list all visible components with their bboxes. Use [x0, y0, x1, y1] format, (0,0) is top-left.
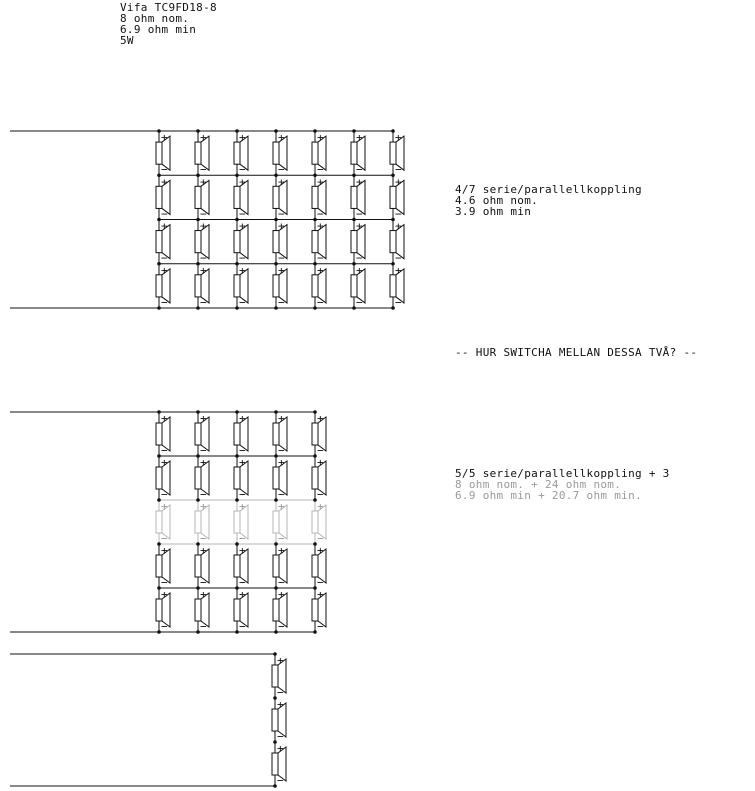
minus-sign: −: [161, 295, 168, 309]
speaker-arrays: [10, 129, 404, 788]
speaker-symbol: [234, 456, 248, 501]
speaker-symbol: [156, 131, 170, 176]
plus-sign: +: [239, 219, 246, 233]
junction-dot: [352, 218, 356, 222]
junction-dot: [313, 630, 317, 634]
minus-sign: −: [239, 532, 246, 545]
plus-sign: +: [395, 219, 402, 233]
minus-sign: −: [395, 207, 402, 221]
plus-sign: +: [200, 175, 207, 189]
junction-dot: [313, 498, 317, 502]
plus-sign: +: [356, 175, 363, 189]
minus-sign: −: [395, 163, 402, 177]
junction-dot: [274, 410, 278, 414]
junction-dot: [196, 306, 200, 310]
plus-sign: +: [200, 544, 207, 557]
plus-sign: +: [356, 219, 363, 233]
plus-sign: +: [278, 219, 285, 233]
plus-sign: +: [239, 588, 246, 601]
speaker-symbol: [390, 131, 404, 176]
junction-dot: [235, 218, 239, 222]
plus-sign: +: [161, 263, 168, 277]
plus-sign: +: [239, 500, 246, 513]
junction-dot: [235, 630, 239, 634]
junction-dot: [196, 630, 200, 634]
minus-sign: −: [317, 532, 324, 545]
junction-dot: [273, 652, 277, 656]
plus-sign: +: [395, 263, 402, 277]
speaker-symbol: [273, 588, 287, 633]
plus-sign: +: [200, 500, 207, 513]
junction-dot: [313, 129, 317, 133]
junction-dot: [313, 173, 317, 177]
plus-sign: +: [317, 588, 324, 601]
plus-sign: +: [239, 263, 246, 277]
speaker-symbol: [195, 220, 209, 265]
plus-sign: +: [161, 456, 168, 469]
minus-sign: −: [200, 444, 207, 457]
plus-sign: +: [278, 456, 285, 469]
minus-sign: −: [277, 730, 284, 743]
plus-sign: +: [161, 412, 168, 425]
config-b-title: 5/5 serie/parallellkoppling + 3: [455, 467, 670, 480]
speaker-symbol: [195, 588, 209, 633]
junction-dot: [274, 498, 278, 502]
speaker-symbol: [273, 220, 287, 265]
junction-dot: [391, 306, 395, 310]
junction-dot: [273, 784, 277, 788]
speaker-symbol: [273, 412, 287, 457]
speaker-symbol: [195, 131, 209, 176]
junction-dot: [157, 630, 161, 634]
plus-sign: +: [161, 175, 168, 189]
minus-sign: −: [161, 532, 168, 545]
junction-dot: [313, 262, 317, 266]
junction-dot: [313, 410, 317, 414]
minus-sign: −: [161, 251, 168, 265]
plus-sign: +: [200, 412, 207, 425]
plus-sign: +: [200, 219, 207, 233]
plus-sign: +: [277, 654, 284, 667]
minus-sign: −: [317, 576, 324, 589]
minus-sign: −: [239, 576, 246, 589]
minus-sign: −: [200, 163, 207, 177]
plus-sign: +: [395, 175, 402, 189]
plus-sign: +: [239, 412, 246, 425]
minus-sign: −: [356, 163, 363, 177]
speaker-symbol: [234, 175, 248, 220]
junction-dot: [352, 173, 356, 177]
minus-sign: −: [317, 207, 324, 221]
junction-dot: [313, 454, 317, 458]
junction-dot: [196, 173, 200, 177]
config-b-description: [455, 467, 670, 502]
speaker-symbol: [272, 698, 286, 743]
minus-sign: −: [239, 620, 246, 633]
minus-sign: −: [239, 207, 246, 221]
junction-dot: [235, 129, 239, 133]
array-c: [10, 652, 286, 788]
switch-question: -- HUR SWITCHA MELLAN DESSA TVÅ? --: [455, 346, 698, 359]
junction-dot: [352, 262, 356, 266]
minus-sign: −: [317, 620, 324, 633]
plus-sign: +: [317, 131, 324, 145]
junction-dot: [157, 542, 161, 546]
minus-sign: −: [278, 163, 285, 177]
junction-dot: [273, 740, 277, 744]
plus-sign: +: [395, 131, 402, 145]
junction-dot: [235, 173, 239, 177]
minus-sign: −: [239, 444, 246, 457]
speaker-symbol: [272, 742, 286, 787]
plus-sign: +: [278, 412, 285, 425]
speaker-symbol: [156, 220, 170, 265]
junction-dot: [274, 630, 278, 634]
minus-sign: −: [356, 295, 363, 309]
junction-dot: [157, 498, 161, 502]
plus-sign: +: [317, 263, 324, 277]
junction-dot: [157, 306, 161, 310]
driver-power: 5W: [120, 34, 134, 47]
speaker-symbol: [273, 456, 287, 501]
driver-nominal-impedance: 8 ohm nom.: [120, 12, 190, 25]
minus-sign: −: [317, 444, 324, 457]
speaker-symbol: [351, 264, 365, 309]
minus-sign: −: [317, 163, 324, 177]
speaker-symbol: [234, 220, 248, 265]
minus-sign: −: [317, 251, 324, 265]
config-a-min: 3.9 ohm min: [455, 205, 532, 218]
plus-sign: +: [317, 500, 324, 513]
plus-sign: +: [277, 698, 284, 711]
junction-dot: [235, 586, 239, 590]
plus-sign: +: [161, 219, 168, 233]
plus-sign: +: [356, 263, 363, 277]
speaker-symbol: [234, 264, 248, 309]
junction-dot: [274, 586, 278, 590]
speaker-symbol: [351, 220, 365, 265]
plus-sign: +: [200, 456, 207, 469]
speaker-symbol: [312, 175, 326, 220]
speaker-symbol: [312, 264, 326, 309]
plus-sign: +: [278, 500, 285, 513]
speaker-symbol: [234, 500, 248, 545]
speaker-symbol: [234, 544, 248, 589]
plus-sign: +: [278, 544, 285, 557]
junction-dot: [157, 454, 161, 458]
junction-dot: [274, 173, 278, 177]
plus-sign: +: [277, 742, 284, 755]
minus-sign: −: [356, 207, 363, 221]
config-b-min: 6.9 ohm min + 20.7 ohm min.: [455, 489, 642, 502]
junction-dot: [352, 306, 356, 310]
plus-sign: +: [278, 588, 285, 601]
minus-sign: −: [278, 444, 285, 457]
junction-dot: [313, 542, 317, 546]
minus-sign: −: [161, 444, 168, 457]
speaker-symbol: [351, 175, 365, 220]
minus-sign: −: [278, 207, 285, 221]
minus-sign: −: [200, 251, 207, 265]
speaker-symbol: [156, 544, 170, 589]
junction-dot: [274, 542, 278, 546]
junction-dot: [391, 218, 395, 222]
minus-sign: −: [200, 207, 207, 221]
junction-dot: [235, 498, 239, 502]
plus-sign: +: [317, 219, 324, 233]
speaker-symbol: [312, 456, 326, 501]
junction-dot: [235, 262, 239, 266]
minus-sign: −: [200, 532, 207, 545]
speaker-symbol: [195, 456, 209, 501]
speaker-symbol: [273, 131, 287, 176]
minus-sign: −: [356, 251, 363, 265]
junction-dot: [196, 129, 200, 133]
speaker-symbol: [234, 131, 248, 176]
junction-dot: [196, 262, 200, 266]
minus-sign: −: [200, 295, 207, 309]
speaker-symbol: [195, 412, 209, 457]
plus-sign: +: [161, 131, 168, 145]
minus-sign: −: [161, 488, 168, 501]
minus-sign: −: [317, 488, 324, 501]
minus-sign: −: [239, 488, 246, 501]
junction-dot: [157, 173, 161, 177]
minus-sign: −: [239, 251, 246, 265]
minus-sign: −: [278, 251, 285, 265]
config-a-description: [455, 183, 642, 218]
driver-spec-block: [120, 1, 217, 47]
plus-sign: +: [239, 456, 246, 469]
speaker-symbol: [234, 412, 248, 457]
minus-sign: −: [200, 488, 207, 501]
junction-dot: [235, 410, 239, 414]
plus-sign: +: [200, 131, 207, 145]
speaker-symbol: [156, 264, 170, 309]
config-a-nominal: 4.6 ohm nom.: [455, 194, 539, 207]
plus-sign: +: [317, 544, 324, 557]
junction-dot: [273, 696, 277, 700]
junction-dot: [313, 218, 317, 222]
plus-sign: +: [161, 500, 168, 513]
speaker-symbol: [195, 175, 209, 220]
speaker-symbol: [273, 175, 287, 220]
junction-dot: [274, 129, 278, 133]
speaker-symbol: [312, 220, 326, 265]
plus-sign: +: [317, 175, 324, 189]
minus-sign: −: [200, 576, 207, 589]
plus-sign: +: [317, 456, 324, 469]
junction-dot: [391, 129, 395, 133]
junction-dot: [196, 454, 200, 458]
minus-sign: −: [200, 620, 207, 633]
speaker-symbol: [390, 264, 404, 309]
speaker-symbol: [312, 500, 326, 545]
junction-dot: [274, 454, 278, 458]
speaker-symbol: [312, 544, 326, 589]
speaker-symbol: [156, 175, 170, 220]
junction-dot: [235, 454, 239, 458]
speaker-symbol: [156, 412, 170, 457]
junction-dot: [157, 262, 161, 266]
minus-sign: −: [161, 620, 168, 633]
junction-dot: [274, 218, 278, 222]
speaker-symbol: [195, 544, 209, 589]
plus-sign: +: [278, 131, 285, 145]
speaker-symbol: [195, 500, 209, 545]
minus-sign: −: [239, 295, 246, 309]
junction-dot: [196, 586, 200, 590]
minus-sign: −: [278, 576, 285, 589]
junction-dot: [157, 410, 161, 414]
junction-dot: [235, 306, 239, 310]
array-b: [10, 410, 326, 634]
config-b-nominal: 8 ohm nom. + 24 ohm nom.: [455, 478, 622, 491]
minus-sign: −: [161, 576, 168, 589]
minus-sign: −: [395, 295, 402, 309]
speaker-symbol: [195, 264, 209, 309]
plus-sign: +: [278, 175, 285, 189]
junction-dot: [274, 262, 278, 266]
junction-dot: [391, 173, 395, 177]
junction-dot: [274, 306, 278, 310]
minus-sign: −: [277, 774, 284, 787]
plus-sign: +: [239, 175, 246, 189]
speaker-symbol: [156, 500, 170, 545]
speaker-symbol: [272, 654, 286, 699]
speaker-symbol: [390, 175, 404, 220]
speaker-symbol: [156, 456, 170, 501]
junction-dot: [235, 542, 239, 546]
plus-sign: +: [239, 544, 246, 557]
junction-dot: [196, 410, 200, 414]
speaker-symbol: [312, 588, 326, 633]
plus-sign: +: [200, 588, 207, 601]
minus-sign: −: [317, 295, 324, 309]
plus-sign: +: [161, 544, 168, 557]
driver-model: Vifa TC9FD18-8: [120, 1, 217, 14]
minus-sign: −: [161, 163, 168, 177]
plus-sign: +: [161, 588, 168, 601]
minus-sign: −: [278, 532, 285, 545]
speaker-symbol: [234, 588, 248, 633]
junction-dot: [157, 129, 161, 133]
junction-dot: [313, 306, 317, 310]
plus-sign: +: [317, 412, 324, 425]
speaker-symbol: [390, 220, 404, 265]
speaker-symbol: [273, 500, 287, 545]
plus-sign: +: [356, 131, 363, 145]
speaker-symbol: [156, 588, 170, 633]
junction-dot: [196, 498, 200, 502]
junction-dot: [352, 129, 356, 133]
minus-sign: −: [278, 488, 285, 501]
plus-sign: +: [200, 263, 207, 277]
plus-sign: +: [239, 131, 246, 145]
minus-sign: −: [278, 620, 285, 633]
junction-dot: [196, 218, 200, 222]
junction-dot: [157, 586, 161, 590]
speaker-symbol: [351, 131, 365, 176]
junction-dot: [391, 262, 395, 266]
minus-sign: −: [239, 163, 246, 177]
speaker-symbol: [312, 412, 326, 457]
speaker-symbol: [312, 131, 326, 176]
driver-min-impedance: 6.9 ohm min: [120, 23, 197, 36]
minus-sign: −: [395, 251, 402, 265]
speaker-symbol: [273, 544, 287, 589]
plus-sign: +: [278, 263, 285, 277]
junction-dot: [313, 586, 317, 590]
minus-sign: −: [278, 295, 285, 309]
speaker-symbol: [273, 264, 287, 309]
array-a: [10, 129, 404, 310]
config-a-title: 4/7 serie/parallellkoppling: [455, 183, 642, 196]
junction-dot: [196, 542, 200, 546]
minus-sign: −: [277, 686, 284, 699]
minus-sign: −: [161, 207, 168, 221]
junction-dot: [157, 218, 161, 222]
